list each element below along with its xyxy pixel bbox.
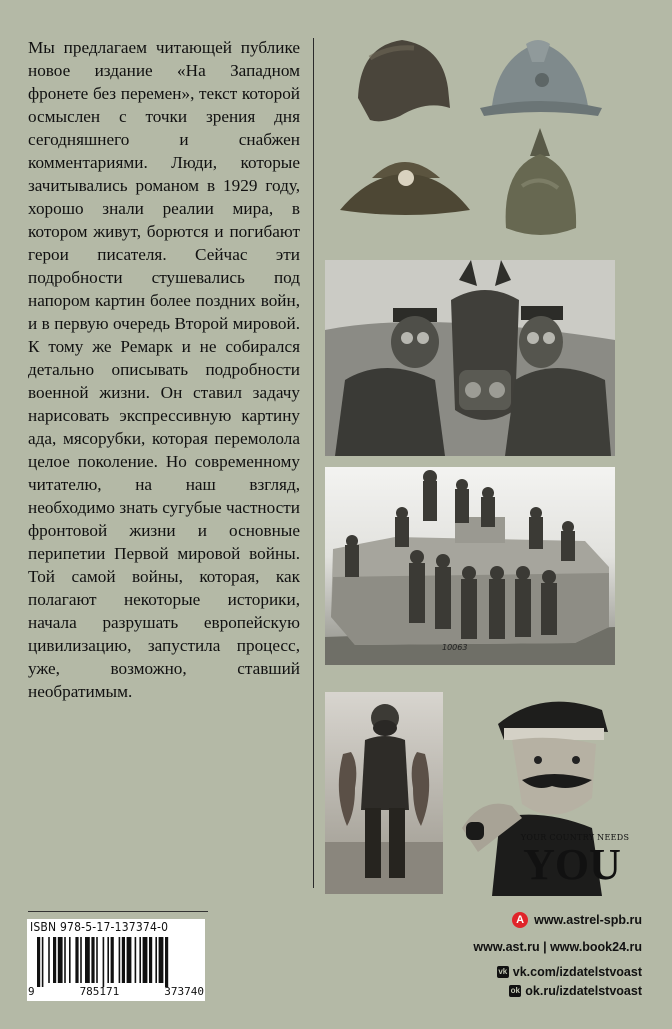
column-divider bbox=[313, 38, 314, 888]
barcode-digit-group: 785171 bbox=[79, 985, 120, 998]
vk-link[interactable]: vk.com/izdatelstvoast bbox=[512, 965, 642, 979]
tank-photo-number: 10063 bbox=[442, 643, 468, 652]
barcode-bar bbox=[107, 937, 109, 983]
astrel-link[interactable]: www.astrel-spb.ru bbox=[534, 913, 642, 927]
barcode-bar bbox=[58, 937, 63, 983]
bottom-divider bbox=[28, 911, 208, 912]
ok-link-row[interactable] bbox=[473, 983, 642, 999]
barcode-bar bbox=[159, 937, 164, 983]
poster-you-word: YOU bbox=[523, 840, 621, 889]
barcode-bar bbox=[122, 937, 125, 983]
vk-icon: vk bbox=[498, 967, 508, 976]
ok-icon: ok bbox=[510, 986, 520, 995]
blurb-text: Мы предлагаем читающей публике новое издание «На Западном фронете без перемен», текст которой осмыслен с точки зрения дня сегодняшнего и снабжен комментариями. Люди, которые зачитывались романом в 1929 году, хорошо знали реалии мира, в котором живут, борются и погибают герои писателя. Сейчас эти подробности стушевались под напором картин более поздних войн, и в первую очередь Второй мировой. К тому же Ремарк и не собирался детально описывать подробности военной жизни. Он ставил задачу нарисовать экспрессивную картину ада, мясорубки, которая перемолола целое поколение. Но современному читателю, на наш взгляд, необходимо знать сугубые частности фронтовой жизни и основные перипетии Первой мировой войны. Той самой войны, которая, как полагают некоторые историки, начала разрушать европейскую цивилизацию, запустила процесс, уже, возможно, ставший необратимым. bbox=[28, 38, 300, 701]
barcode-bar bbox=[103, 937, 105, 987]
barcode-bar bbox=[37, 937, 40, 987]
barcode-digit-group: 373740 bbox=[164, 985, 204, 998]
barcode-bar bbox=[135, 937, 137, 983]
barcode-bar bbox=[143, 937, 148, 983]
astrel-link-row[interactable] bbox=[473, 910, 642, 930]
barcode-bar bbox=[149, 937, 152, 983]
brodie-helmet bbox=[340, 162, 470, 215]
barcode-digit-group: 9 bbox=[28, 985, 35, 998]
tank-crew-photo bbox=[325, 467, 615, 665]
ast-book24-link[interactable]: www.ast.ru | www.book24.ru bbox=[473, 940, 642, 954]
barcode-bar bbox=[42, 937, 44, 987]
barcode-bar bbox=[119, 937, 121, 983]
barcode-bar bbox=[85, 937, 90, 983]
barcode-bar bbox=[111, 937, 114, 983]
barcode-bar bbox=[155, 937, 157, 983]
barcode-bar bbox=[80, 937, 82, 983]
ok-link[interactable]: ok.ru/izdatelstvoast bbox=[525, 984, 642, 998]
barcode-bar bbox=[91, 937, 94, 983]
barcode-bar bbox=[127, 937, 132, 983]
barcode-bar bbox=[64, 937, 66, 983]
gas-mask-soldiers-photo bbox=[325, 260, 615, 456]
barcode-bar bbox=[96, 937, 98, 983]
poster-caption: YOUR COUNTRY NEEDS bbox=[520, 833, 630, 842]
helmets-photo bbox=[330, 28, 630, 250]
ast-book24-link-row[interactable] bbox=[473, 937, 642, 957]
fisherman-lobsters-photo bbox=[325, 692, 443, 894]
barcode-digits bbox=[28, 985, 204, 998]
barcode-bar bbox=[75, 937, 78, 983]
barcode-bar bbox=[69, 937, 71, 983]
vk-link-row[interactable] bbox=[473, 964, 642, 980]
pickelhaube-helmet bbox=[506, 128, 576, 235]
barcode-bar bbox=[48, 937, 50, 983]
publisher-links bbox=[473, 910, 642, 1002]
ast-logo-icon: A bbox=[512, 912, 528, 928]
isbn-text: ISBN 978-5-17-137374-0 bbox=[30, 920, 169, 934]
barcode-bar bbox=[139, 937, 141, 983]
barcode-bar bbox=[165, 937, 168, 987]
stahlhelm-helmet bbox=[358, 40, 450, 121]
barcode-bar bbox=[53, 937, 56, 983]
adrian-helmet bbox=[480, 40, 602, 116]
